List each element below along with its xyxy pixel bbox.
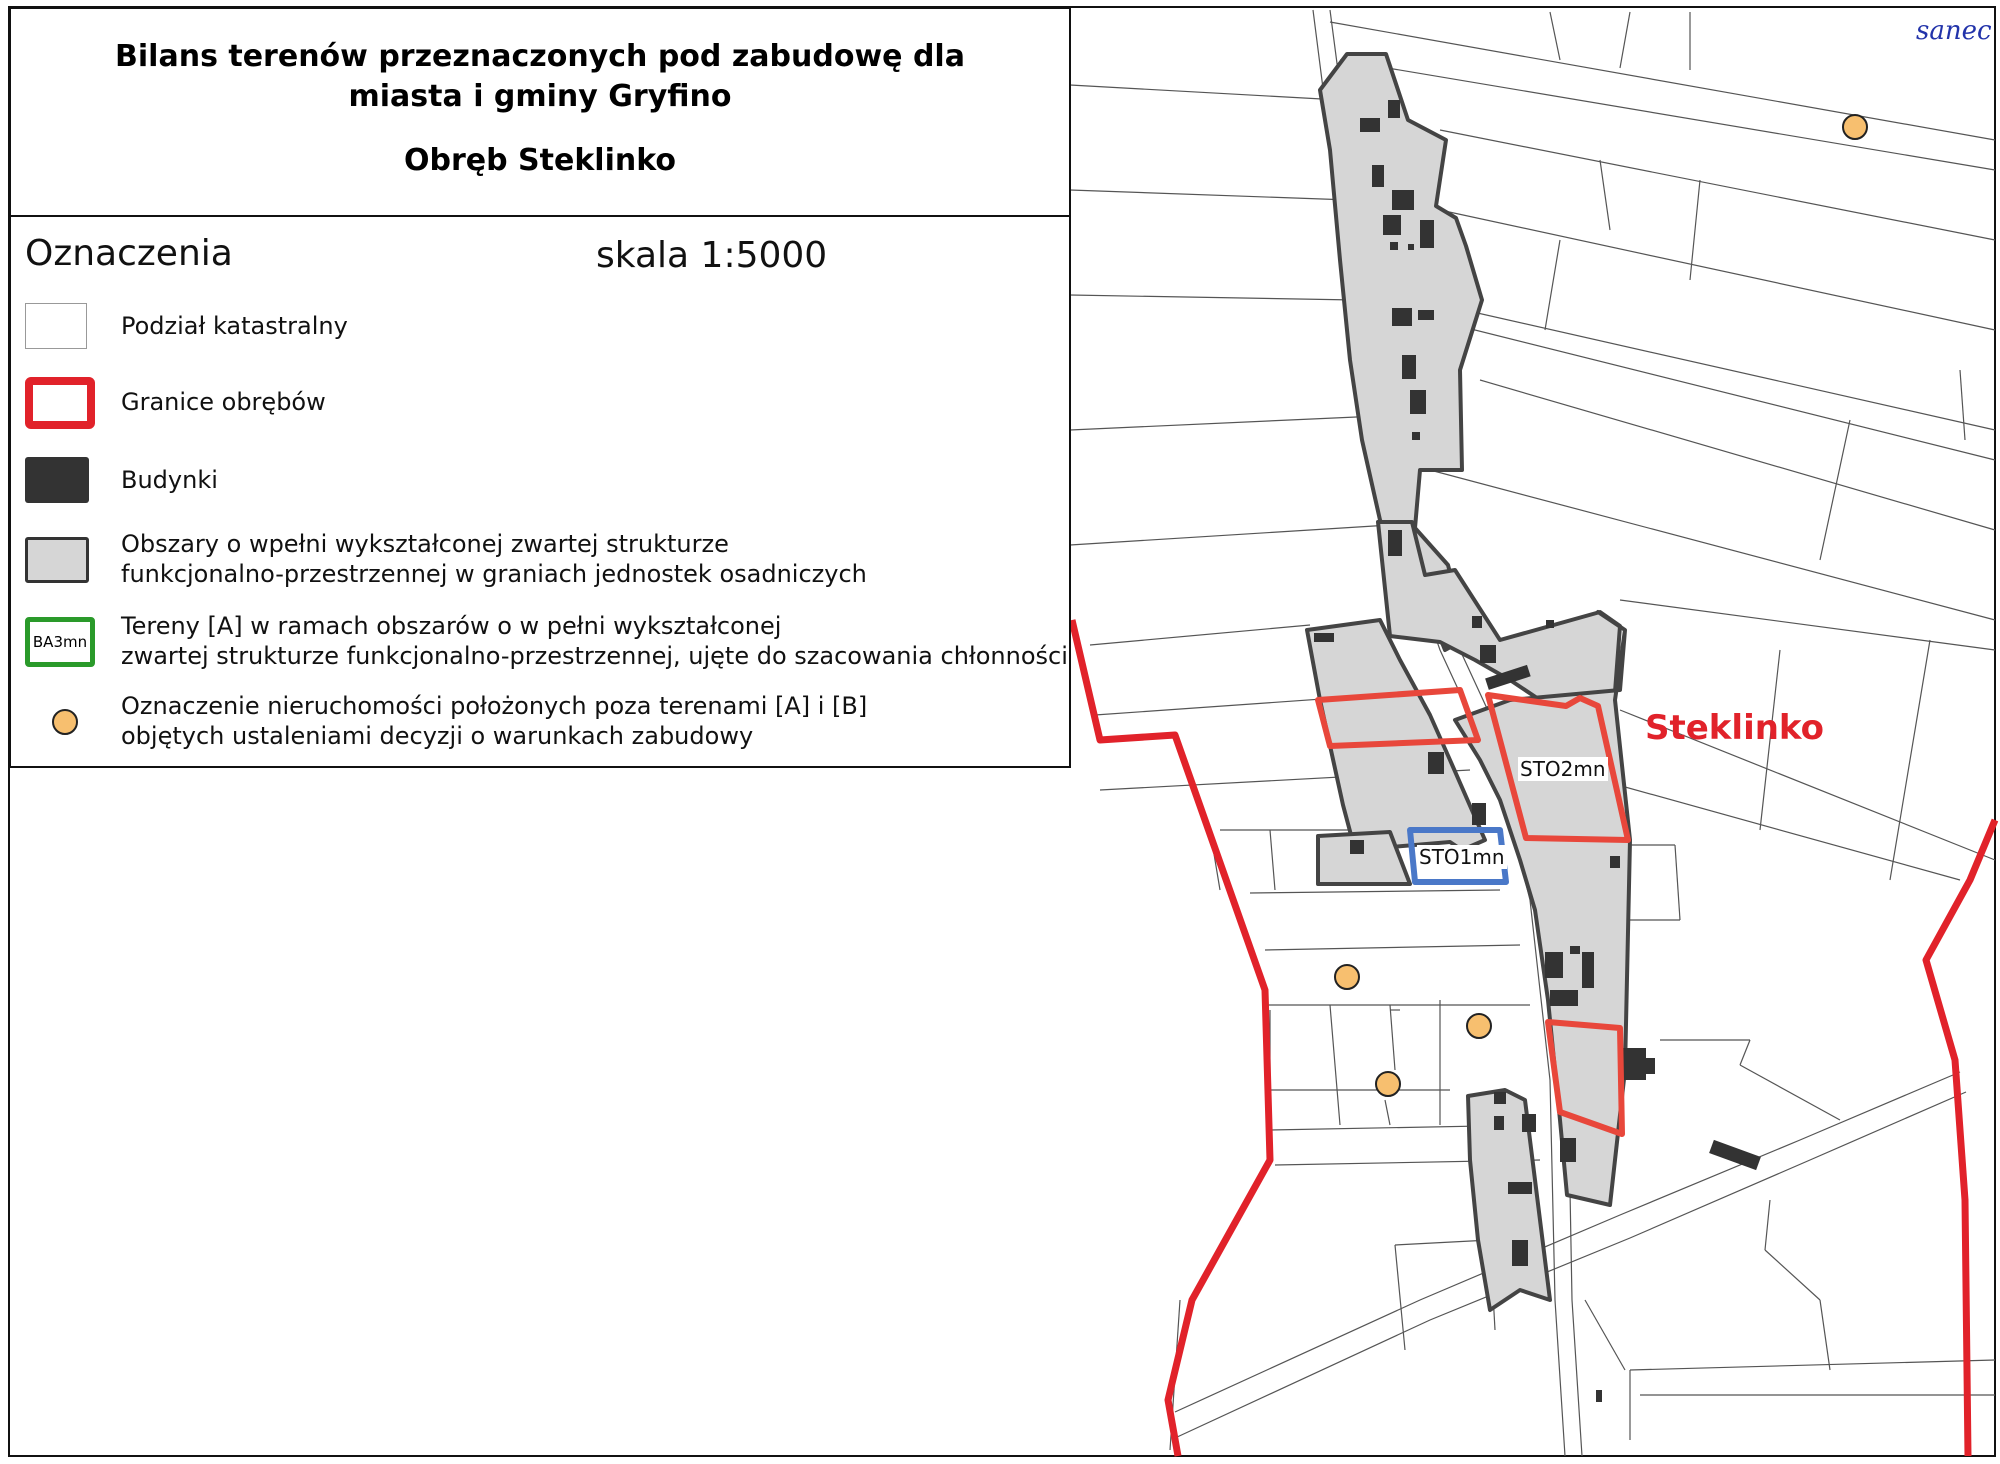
legend-item-label: Oznaczenie nieruchomości położonych poza terenami [A] i [B] — [121, 692, 868, 720]
zone-label-sto1: STO1mn — [1419, 845, 1505, 869]
legend-item-label-cont: zwartej strukturze funkcjonalno-przestrzennej, ujęte do szacowania chłonności — [121, 642, 1068, 670]
property-marker-swatch — [52, 709, 78, 735]
legend-item-label-cont: funkcjonalno-przestrzennej w graniach jednostek osadniczych — [121, 560, 867, 588]
zone-label-sto2: STO2mn — [1520, 757, 1606, 781]
legend-heading: Oznaczenia — [25, 233, 233, 274]
scale-label: skala 1:5000 — [596, 235, 828, 276]
legend-item-label: Tereny [A] w ramach obszarów o w pełni wykształconej — [121, 612, 782, 640]
legend-item-label: Podział katastralny — [121, 312, 348, 340]
property-marker — [1335, 965, 1359, 989]
property-marker — [1467, 1014, 1491, 1038]
title-box — [9, 7, 1071, 217]
cadastral-division-swatch — [25, 303, 87, 349]
legend-item-label: Obszary o wpełni wykształconej zwartej strukturze — [121, 530, 729, 558]
building-swatch — [25, 457, 89, 503]
title-line-1: Bilans terenów przeznaczonych pod zabudowę dla — [115, 39, 965, 74]
legend-box — [9, 215, 1071, 768]
region-label: Steklinko — [1645, 708, 1824, 748]
legend-item-label-cont: objętych ustaleniami decyzji o warunkach zabudowy — [121, 722, 754, 750]
title-line-2: miasta i gminy Gryfino — [348, 79, 732, 114]
legend-item-label: Granice obrębów — [121, 388, 326, 416]
brand-label: sanec — [1916, 16, 1992, 46]
precinct-boundary-swatch — [25, 377, 95, 429]
areas-a-swatch: BA3mn — [25, 617, 95, 667]
property-marker — [1843, 115, 1867, 139]
property-marker — [1376, 1072, 1400, 1096]
legend-item-label: Budynki — [121, 466, 218, 494]
built-up-area-swatch — [25, 537, 89, 583]
precinct-title: Obręb Steklinko — [404, 143, 676, 178]
